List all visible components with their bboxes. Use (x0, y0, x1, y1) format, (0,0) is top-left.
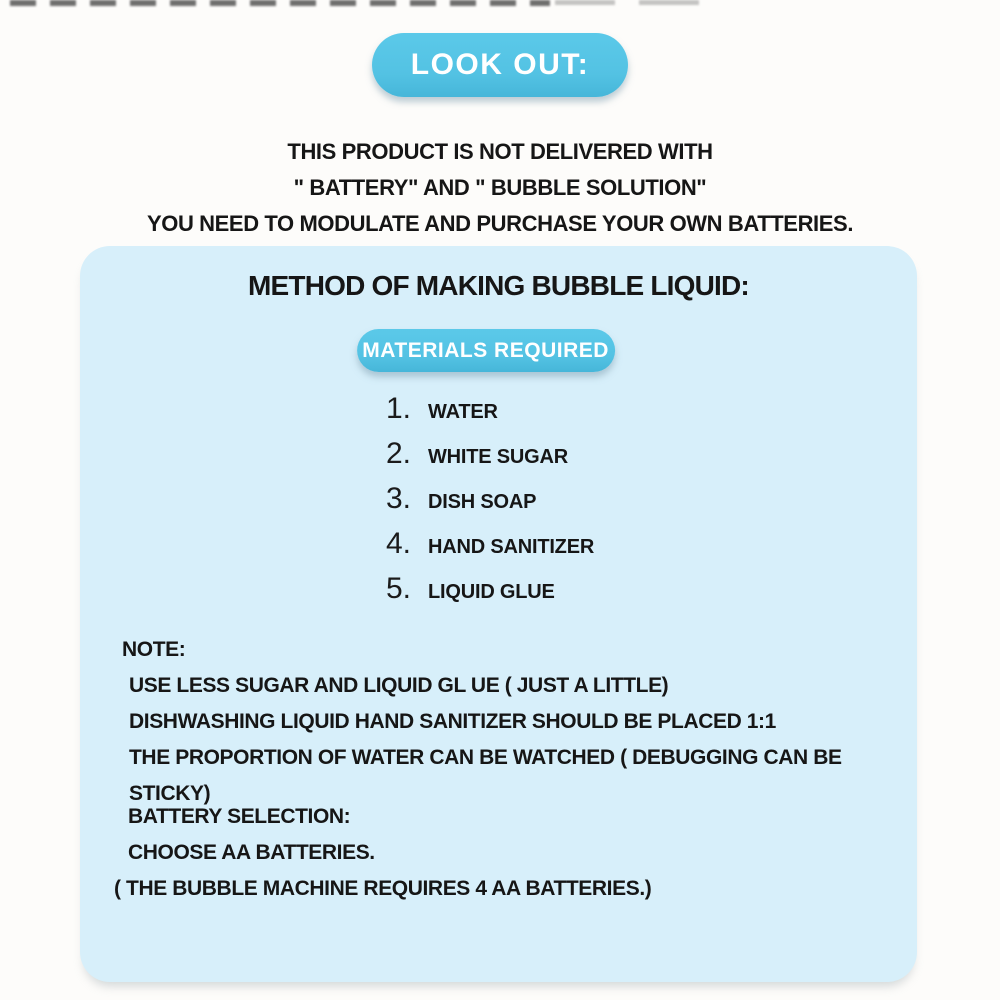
material-label: WHITE SUGAR (428, 446, 569, 468)
battery-line-2: ( THE BUBBLE MACHINE REQUIRES 4 AA BATTERIES.) (114, 877, 652, 900)
material-number: 3. (386, 482, 412, 515)
clipped-text-artifact-light (555, 0, 715, 5)
material-item-1 (386, 392, 594, 437)
material-label: WATER (428, 401, 498, 423)
material-number: 5. (386, 572, 412, 605)
material-label: LIQUID GLUE (428, 581, 555, 603)
warning-line-2: " BATTERY" AND " BUBBLE SOLUTION" (293, 175, 707, 200)
material-item-2 (386, 437, 594, 482)
material-item-4 (386, 527, 594, 572)
note-block (122, 632, 917, 812)
material-number: 2. (386, 437, 412, 470)
warning-line-1: THIS PRODUCT IS NOT DELIVERED WITH (287, 139, 713, 164)
materials-required-badge (357, 329, 615, 372)
look-out-badge (372, 33, 628, 97)
material-item-5 (386, 572, 594, 617)
material-label: DISH SOAP (428, 491, 537, 513)
clipped-text-artifact (10, 0, 550, 6)
materials-required-label: MATERIALS REQUIRED (362, 338, 609, 362)
battery-block (114, 799, 652, 907)
note-line-3: THE PROPORTION OF WATER CAN BE WATCHED ( DEBUGGING CAN BE STICKY) (129, 746, 842, 805)
material-number: 1. (386, 392, 412, 425)
warning-line-3: YOU NEED TO MODULATE AND PURCHASE YOUR OWN BATTERIES. (146, 211, 854, 236)
method-panel (80, 246, 917, 982)
note-line-1: USE LESS SUGAR AND LIQUID GL UE ( JUST A LITTLE) (129, 674, 669, 697)
panel-title: METHOD OF MAKING BUBBLE LIQUID: (248, 270, 749, 301)
look-out-label: LOOK OUT: (410, 48, 590, 81)
material-number: 4. (386, 527, 412, 560)
warning-text-block (0, 134, 1000, 242)
note-heading: NOTE: (122, 638, 186, 661)
battery-heading: BATTERY SELECTION: (128, 805, 351, 828)
material-item-3 (386, 482, 594, 527)
materials-list (386, 392, 594, 617)
battery-line-1: CHOOSE AA BATTERIES. (128, 841, 375, 864)
note-line-2: DISHWASHING LIQUID HAND SANITIZER SHOULD BE PLACED 1:1 (129, 710, 776, 733)
material-label: HAND SANITIZER (428, 536, 595, 558)
